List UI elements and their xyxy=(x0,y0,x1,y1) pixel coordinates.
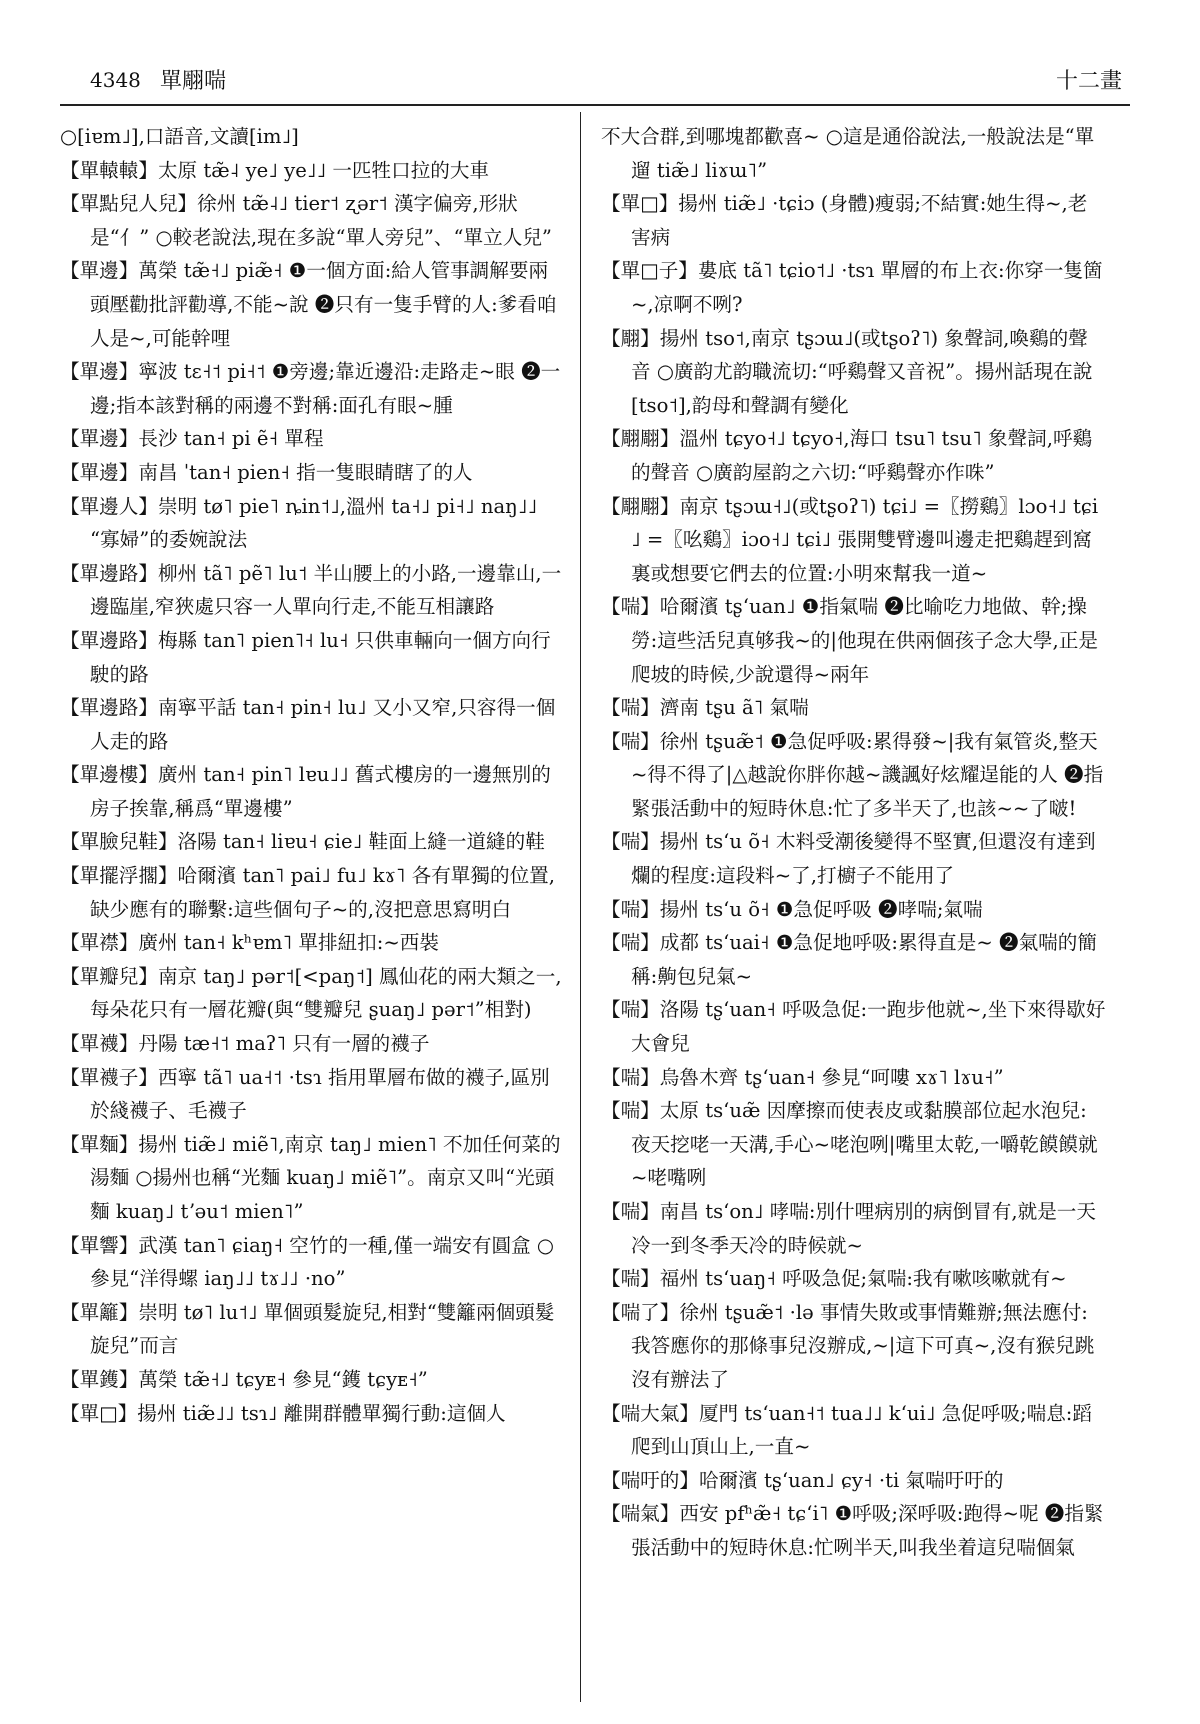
dictionary-entry: 【單邊路】梅縣 tan˥ pien˥˧ lu˧ 只供車輛向一個方向行駛的路 xyxy=(60,628,551,686)
dictionary-entry: 【單籬】崇明 tø˥ lu˦˩ 單個頭髮旋兒,相對“雙籬兩個頭髮旋兒”而言 xyxy=(60,1300,555,1358)
dictionary-entry: 【單瓣兒】南京 taŋ˩ pər˦[<paŋ˦] 鳳仙花的兩大類之一,每朵花只有一層花瓣(與“雙瓣兒 ʂuaŋ˩ pər˦”相對) xyxy=(60,964,562,1022)
header-rule xyxy=(60,104,1130,106)
dictionary-entry: 【單邊】寧波 tɛ˧˦ pi˧˦ ❶旁邊;靠近邊沿:走路走~眼 ❷一邊;指本該對稱的兩邊不對稱:面孔有眼~腫 xyxy=(60,360,561,417)
dictionary-entry: 【單鑊】萬榮 tæ̃˧˩ tɕyᴇ˧ 參見“鑊 tɕyᴇ˧” xyxy=(60,1367,428,1391)
dictionary-entry: 【單襪子】西寧 tã˥ ua˧˦ ·tsɿ 指用單層布做的襪子,區別於綫襪子、毛襪子 xyxy=(60,1065,550,1123)
dictionary-entry: 【喘吁的】哈爾濱 tʂʻuan˩ ɕy˧ ·ti 氣喘吁吁的 xyxy=(601,1468,1004,1492)
dictionary-entry: 【單轅轅】太原 tæ̃˨ ye˩ ye˩˩ 一匹牲口拉的大車 xyxy=(60,158,490,182)
dictionary-entry: 【單擺浮擱】哈爾濱 tan˥ pai˩ fu˩ kɤ˥ 各有單獨的位置,缺少應有的聯繫:這些個句子~的,沒把意思寫明白 xyxy=(60,864,555,921)
dictionary-entry: 【喘】揚州 tsʻu õ˧ 木料受潮後變得不堅實,但還沒有達到爛的程度:這段料~了,打櫥子不能用了 xyxy=(601,830,1096,888)
dictionary-entry: 【單麵】揚州 tiæ̃˩ miẽ˥,南京 taŋ˩ mien˥ 不加任何菜的湯麵 ○揚州也稱“光麵 kuaŋ˩ miẽ˥”。南京又叫“光頭麵 kuaŋ˩ tʼəu˦ mien˥” xyxy=(60,1132,561,1223)
dictionary-entry: 【單□】揚州 tiæ̃˩ ·tɕiɔ (身體)瘦弱;不結實:她生得~,老害病 xyxy=(601,192,1088,249)
running-title: 單翢喘 xyxy=(160,69,227,94)
dictionary-entry: 【單邊樓】廣州 tan˧ pin˥ lɐu˩˩ 舊式樓房的一邊無別的房子挨靠,稱爲“單邊樓” xyxy=(60,763,551,820)
column-divider xyxy=(580,112,581,1702)
dictionary-entry: 【喘】洛陽 tʂʻuan˧ 呼吸急促:一跑步他就~,坐下來得歇好大會兒 xyxy=(601,998,1106,1056)
dictionary-entry: 【喘】濟南 tʂu ã˥ 氣喘 xyxy=(601,696,809,720)
dictionary-entry: 【單襪】丹陽 tæ˧˦ maʔ˥ 只有一層的襪子 xyxy=(60,1032,430,1056)
dictionary-entry: 【喘了】徐州 tʂuæ̃˦ ·lə 事情失敗或事情難辦;無法應付:我答應你的那條事兒沒辦成,~|這下可真~,沒有猴兒跳沒有辦法了 xyxy=(601,1300,1095,1391)
dictionary-entry: 【喘】成都 tsʻuai˧ ❶急促地呼吸:累得直是~ ❷氣喘的簡稱:齁包兒氣~ xyxy=(601,931,1097,988)
dictionary-entry: 【翢翢】南京 tʂɔɯ˧˩(或tʂoʔ˥) tɕi˩ =〖撈鷄〗lɔo˧˩ tɕi˩ =〖吆鷄〗iɔo˧˩ tɕi˩ 張開雙臂邊叫邊走把鷄趕到窩裏或想要它們去的位置:小明來幫我一道~ xyxy=(601,494,1099,585)
dictionary-entry: 【單□子】婁底 tã˥ tɕio˦˩ ·tsɿ 單層的布上衣:你穿一隻箇~,凉啊不咧? xyxy=(601,259,1103,316)
dictionary-entry: 【喘】徐州 tʂuæ̃˦ ❶急促呼吸:累得發~|我有氣管炎,整天~得不得了|△越說你胖你越~譏諷好炫耀逞能的人 ❷指緊張活動中的短時休息:忙了多半天了,也該~~了啵! xyxy=(601,729,1104,820)
left-column xyxy=(60,120,565,1430)
dictionary-entry: 【喘】南昌 tsʻon˩ 哮喘:別什哩病別的病倒冒有,就是一天冷一到冬季天冷的時候就~ xyxy=(601,1200,1096,1257)
dictionary-entry: 【單邊】萬榮 tæ̃˧˩ piæ̃˧ ❶一個方面:給人管事調解要兩頭壓勸批評勸導,不能~說 ❷只有一隻手臂的人:爹看咱人是~,可能幹哩 xyxy=(60,259,557,350)
dictionary-entry: 【喘】福州 tsʻuaŋ˧ 呼吸急促;氣喘:我有嗽咳嗽就有~ xyxy=(601,1267,1067,1291)
page-number: 4348 xyxy=(90,68,141,92)
stroke-section-label: 十二畫 xyxy=(1055,69,1122,94)
dictionary-entry: 【單臉兒鞋】洛陽 tan˧ liɐu˧ ɕie˩ 鞋面上縫一道縫的鞋 xyxy=(60,830,545,854)
dictionary-entry: 【單邊路】南寧平話 tan˧ pin˧ lu˩ 又小又窄,只容得一個人走的路 xyxy=(60,696,556,753)
dictionary-entry: 【翢翢】溫州 tɕyo˧˩ tɕyo˧,海口 tsu˥ tsu˥ 象聲詞,呼鷄的聲音 ○廣韵屋韵之六切:“呼鷄聲亦作咮” xyxy=(601,427,1093,484)
dictionary-entry: 【喘】揚州 tsʻu õ˧ ❶急促呼吸 ❷哮喘;氣喘 xyxy=(601,897,983,921)
dictionary-entry: 【喘】太原 tsʻuæ̃ 因摩擦而使表皮或黏膜部位起水泡兒:夜天挖咾一天溝,手心~咾泡咧|嘴里太乾,一嚼乾饃饃就~咾嘴咧 xyxy=(601,1099,1098,1190)
dictionary-entry: 【單邊人】崇明 tø˥ pie˥ ȵin˦˩,溫州 ta˧˩ pi˧˩ naŋ˩˩ “寡婦”的委婉說法 xyxy=(60,494,538,552)
dictionary-entry: 【單響】武漢 tan˥ ɕiaŋ˧ 空竹的一種,僅一端安有圓盒 ○參見“洋得螺 iaŋ˩˩ tɤ˩˩ ·no” xyxy=(60,1233,554,1291)
dictionary-entry: 不大合群,到哪塊都歡喜~ ○這是通俗說法,一般說法是“單遛 tiæ̃˩ liɤɯ˥” xyxy=(601,125,1095,182)
dictionary-entry: 【翢】揚州 tso˦,南京 tʂɔɯ˩(或tʂoʔ˥) 象聲詞,喚鷄的聲音 ○廣韵尤韵職流切:“呼鷄聲又音祝”。揚州話現在說[tso˦],韵母和聲調有變化 xyxy=(601,326,1093,417)
dictionary-entry: 【喘氣】西安 pfʰæ̃˧ tɕʻi˥ ❶呼吸;深呼吸:跑得~呢 ❷指緊張活動中的短時休息:忙咧半天,叫我坐着這兒喘個氣 xyxy=(601,1502,1104,1559)
dictionary-entry: 【單邊路】柳州 tã˥ pẽ˥ lu˦ 半山腰上的小路,一邊靠山,一邊臨崖,窄狹處只容一人單向行走,不能互相讓路 xyxy=(60,561,562,619)
dictionary-entry: ○[iɐm˩],口語音,文讀[im˩] xyxy=(60,125,299,148)
dictionary-entry: 【單點兒人兒】徐州 tæ̃˨˩ tier˦ ʐər˦ 漢字偏旁,形狀是“亻” ○較老說法,現在多說“單人旁兒”、“單立人兒” xyxy=(60,192,552,249)
right-column xyxy=(601,120,1106,1565)
page-header xyxy=(90,58,1122,98)
dictionary-entry: 【單邊】南昌 ˈtan˧ pien˧ 指一隻眼睛瞎了的人 xyxy=(60,460,473,484)
dictionary-entry: 【喘大氣】厦門 tsʻuan˧˦ tua˩˩ kʻui˩ 急促呼吸;喘息:蹈爬到山頂山上,一直~ xyxy=(601,1401,1092,1459)
dictionary-entry: 【喘】哈爾濱 tʂʻuan˩ ❶指氣喘 ❷比喻吃力地做、幹;操勞:這些活兒真够我~的|他現在供兩個孩子念大學,正是爬坡的時候,少說還得~兩年 xyxy=(601,595,1098,686)
dictionary-entry: 【喘】烏魯木齊 tʂʻuan˧ 參見“呵嘍 xɤ˥ lɤu˧” xyxy=(601,1065,1004,1089)
dictionary-entry: 【單邊】長沙 tan˧ pi ẽ˧ 單程 xyxy=(60,427,324,451)
dictionary-entry: 【單□】揚州 tiæ̃˩˩ tsɿ˩ 離開群體單獨行動:這個人 xyxy=(60,1401,506,1425)
dictionary-entry: 【單襟】廣州 tan˧ kʰɐm˥ 單排紐扣:~西裝 xyxy=(60,931,439,955)
